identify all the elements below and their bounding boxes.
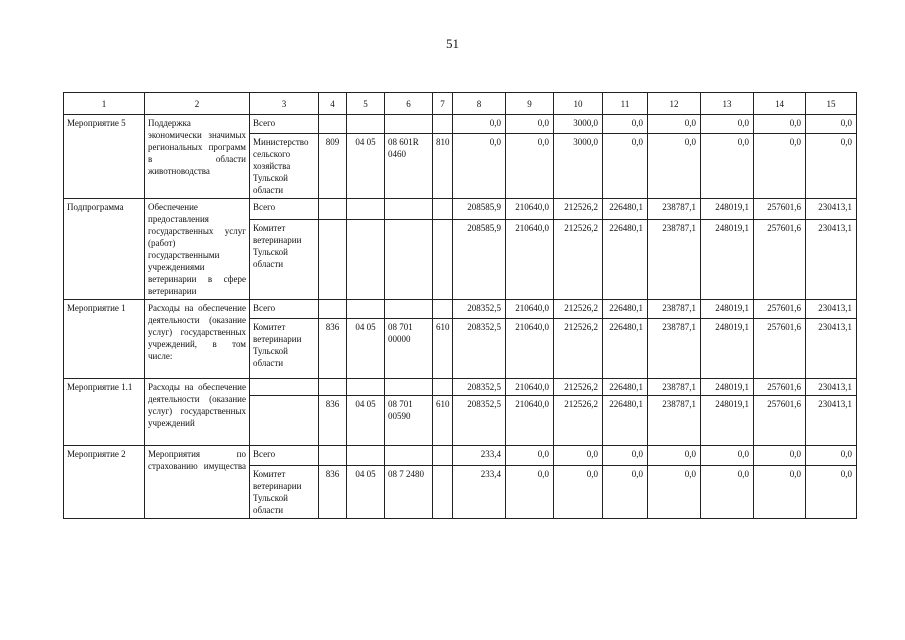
block-id-cell: Мероприятие 1.1 — [64, 379, 145, 446]
value-cell: 0,0 — [754, 134, 806, 199]
page-number: 51 — [446, 36, 459, 51]
block-id-cell: Мероприятие 2 — [64, 446, 145, 519]
value-cell: 0,0 — [806, 466, 857, 519]
header-cell: 2 — [145, 93, 250, 115]
value-cell: 208352,5 — [453, 396, 506, 446]
value-cell: 230413,1 — [806, 219, 857, 299]
code-cell — [433, 300, 453, 319]
value-cell: 0,0 — [806, 446, 857, 466]
code-cell: 04 05 — [347, 466, 385, 519]
executor-cell: Комитет ветеринарии Тульской области — [250, 466, 319, 519]
code-cell — [347, 446, 385, 466]
value-cell: 248019,1 — [701, 396, 754, 446]
value-cell: 0,0 — [648, 134, 701, 199]
code-cell — [319, 446, 347, 466]
value-cell: 212526,2 — [554, 219, 603, 299]
value-cell: 230413,1 — [806, 319, 857, 379]
budget-table — [63, 92, 857, 519]
value-cell: 210640,0 — [506, 319, 554, 379]
value-cell: 208585,9 — [453, 219, 506, 299]
value-cell: 0,0 — [554, 466, 603, 519]
code-cell: 810 — [433, 134, 453, 199]
value-cell: 0,0 — [603, 115, 648, 134]
header-row — [64, 93, 857, 115]
executor-cell: Всего — [250, 115, 319, 134]
code-cell — [319, 115, 347, 134]
value-cell: 257601,6 — [754, 379, 806, 396]
value-cell: 238787,1 — [648, 396, 701, 446]
value-cell: 0,0 — [506, 466, 554, 519]
code-cell — [347, 199, 385, 220]
value-cell: 238787,1 — [648, 319, 701, 379]
value-cell: 226480,1 — [603, 396, 648, 446]
executor-cell: Всего — [250, 199, 319, 220]
value-cell: 257601,6 — [754, 219, 806, 299]
value-cell: 226480,1 — [603, 199, 648, 220]
block-id-cell: Мероприятие 5 — [64, 115, 145, 199]
code-cell — [385, 219, 433, 299]
header-cell: 11 — [603, 93, 648, 115]
value-cell: 212526,2 — [554, 396, 603, 446]
header-cell: 14 — [754, 93, 806, 115]
header-cell: 7 — [433, 93, 453, 115]
code-cell — [319, 219, 347, 299]
code-cell: 836 — [319, 319, 347, 379]
value-cell: 210640,0 — [506, 219, 554, 299]
value-cell: 230413,1 — [806, 300, 857, 319]
value-cell: 212526,2 — [554, 319, 603, 379]
value-cell: 226480,1 — [603, 219, 648, 299]
executor-cell: Всего — [250, 446, 319, 466]
table-row — [64, 300, 857, 319]
value-cell: 0,0 — [453, 115, 506, 134]
value-cell: 238787,1 — [648, 219, 701, 299]
code-cell — [347, 115, 385, 134]
code-cell — [347, 219, 385, 299]
value-cell: 3000,0 — [554, 115, 603, 134]
code-cell — [319, 199, 347, 220]
value-cell: 0,0 — [506, 115, 554, 134]
value-cell: 0,0 — [701, 115, 754, 134]
value-cell: 230413,1 — [806, 396, 857, 446]
block-id-cell: Подпрограмма — [64, 199, 145, 300]
code-cell: 08 701 00000 — [385, 319, 433, 379]
code-cell — [347, 300, 385, 319]
value-cell: 0,0 — [453, 134, 506, 199]
value-cell: 210640,0 — [506, 379, 554, 396]
table-row — [64, 446, 857, 466]
code-cell: 08 7 2480 — [385, 466, 433, 519]
code-cell — [385, 446, 433, 466]
value-cell: 212526,2 — [554, 379, 603, 396]
header-cell: 6 — [385, 93, 433, 115]
header-cell: 9 — [506, 93, 554, 115]
code-cell — [385, 300, 433, 319]
value-cell: 248019,1 — [701, 219, 754, 299]
value-cell: 0,0 — [506, 134, 554, 199]
code-cell — [433, 199, 453, 220]
value-cell: 208352,5 — [453, 300, 506, 319]
value-cell: 233,4 — [453, 466, 506, 519]
table-row — [64, 379, 857, 396]
value-cell: 0,0 — [754, 446, 806, 466]
value-cell: 0,0 — [754, 115, 806, 134]
block-name-cell: Поддержка экономически значимых региональных программ в области животноводства — [145, 115, 250, 199]
value-cell: 238787,1 — [648, 300, 701, 319]
code-cell — [319, 379, 347, 396]
header-cell: 15 — [806, 93, 857, 115]
value-cell: 248019,1 — [701, 300, 754, 319]
value-cell: 257601,6 — [754, 300, 806, 319]
value-cell: 208352,5 — [453, 379, 506, 396]
value-cell: 0,0 — [648, 115, 701, 134]
value-cell: 0,0 — [701, 446, 754, 466]
block-name-cell: Обеспечение предоставления государственных услуг (работ) государственными учреждениями ветеринарии в сфере ветеринарии — [145, 199, 250, 300]
value-cell: 230413,1 — [806, 379, 857, 396]
value-cell: 0,0 — [806, 115, 857, 134]
header-cell: 4 — [319, 93, 347, 115]
code-cell: 836 — [319, 466, 347, 519]
code-cell: 04 05 — [347, 319, 385, 379]
code-cell: 08 601R 0460 — [385, 134, 433, 199]
value-cell: 226480,1 — [603, 319, 648, 379]
table-row — [64, 199, 857, 220]
value-cell: 208352,5 — [453, 319, 506, 379]
value-cell: 0,0 — [701, 466, 754, 519]
code-cell — [385, 379, 433, 396]
table-row — [64, 115, 857, 134]
code-cell — [433, 379, 453, 396]
code-cell — [433, 115, 453, 134]
value-cell: 0,0 — [554, 446, 603, 466]
value-cell: 210640,0 — [506, 199, 554, 220]
value-cell: 0,0 — [603, 466, 648, 519]
code-cell — [433, 446, 453, 466]
value-cell: 0,0 — [806, 134, 857, 199]
block-id-cell: Мероприятие 1 — [64, 300, 145, 379]
value-cell: 257601,6 — [754, 199, 806, 220]
value-cell: 230413,1 — [806, 199, 857, 220]
value-cell: 238787,1 — [648, 199, 701, 220]
code-cell: 04 05 — [347, 134, 385, 199]
value-cell: 226480,1 — [603, 300, 648, 319]
value-cell: 212526,2 — [554, 199, 603, 220]
block-name-cell: Мероприятия по страхованию имущества — [145, 446, 250, 519]
value-cell: 0,0 — [754, 466, 806, 519]
value-cell: 257601,6 — [754, 396, 806, 446]
value-cell: 0,0 — [648, 446, 701, 466]
header-cell: 10 — [554, 93, 603, 115]
value-cell: 210640,0 — [506, 396, 554, 446]
code-cell — [433, 466, 453, 519]
code-cell — [319, 300, 347, 319]
header-cell: 1 — [64, 93, 145, 115]
value-cell: 226480,1 — [603, 379, 648, 396]
executor-cell: Комитет ветеринарии Тульской области — [250, 319, 319, 379]
header-cell: 3 — [250, 93, 319, 115]
header-cell: 13 — [701, 93, 754, 115]
executor-cell — [250, 396, 319, 446]
table-body — [64, 115, 857, 519]
value-cell: 0,0 — [701, 134, 754, 199]
executor-cell: Министерство сельского хозяйства Тульской области — [250, 134, 319, 199]
value-cell: 0,0 — [506, 446, 554, 466]
value-cell: 212526,2 — [554, 300, 603, 319]
header-cell: 12 — [648, 93, 701, 115]
value-cell: 248019,1 — [701, 199, 754, 220]
block-name-cell: Расходы на обеспечение деятельности (оказание услуг) государственных учреждений — [145, 379, 250, 446]
value-cell: 257601,6 — [754, 319, 806, 379]
code-cell — [385, 115, 433, 134]
executor-cell: Комитет ветеринарии Тульской области — [250, 219, 319, 299]
code-cell: 836 — [319, 396, 347, 446]
value-cell: 0,0 — [603, 134, 648, 199]
value-cell: 248019,1 — [701, 319, 754, 379]
value-cell: 233,4 — [453, 446, 506, 466]
value-cell: 0,0 — [648, 466, 701, 519]
value-cell: 238787,1 — [648, 379, 701, 396]
code-cell: 08 701 00590 — [385, 396, 433, 446]
code-cell: 04 05 — [347, 396, 385, 446]
code-cell — [385, 199, 433, 220]
code-cell: 610 — [433, 396, 453, 446]
code-cell — [347, 379, 385, 396]
value-cell: 210640,0 — [506, 300, 554, 319]
value-cell: 3000,0 — [554, 134, 603, 199]
code-cell: 809 — [319, 134, 347, 199]
code-cell — [433, 219, 453, 299]
code-cell: 610 — [433, 319, 453, 379]
value-cell: 248019,1 — [701, 379, 754, 396]
executor-cell: Всего — [250, 300, 319, 319]
executor-cell — [250, 379, 319, 396]
value-cell: 208585,9 — [453, 199, 506, 220]
header-cell: 5 — [347, 93, 385, 115]
value-cell: 0,0 — [603, 446, 648, 466]
header-cell: 8 — [453, 93, 506, 115]
block-name-cell: Расходы на обеспечение деятельности (оказание услуг) государственных учреждений, в том числе: — [145, 300, 250, 379]
